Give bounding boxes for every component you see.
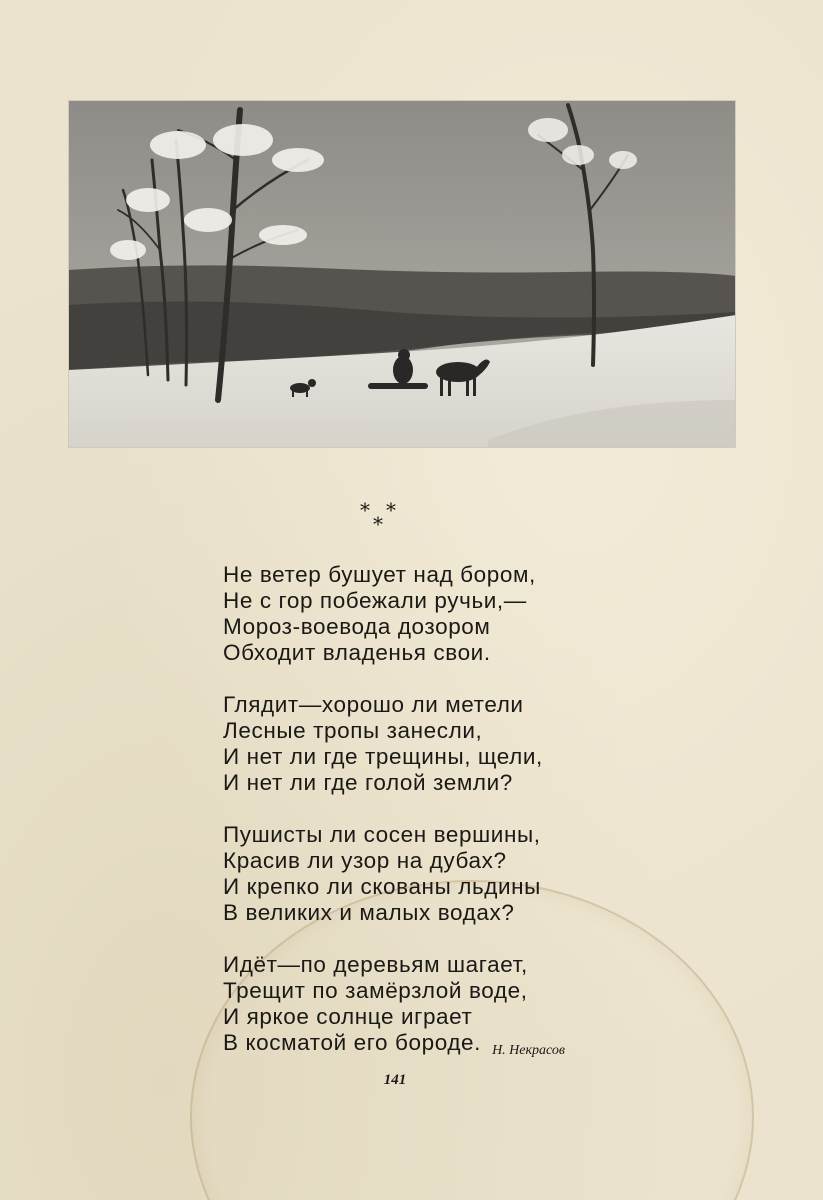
asterisk: *	[373, 512, 383, 536]
poem-line: И яркое солнце играет	[223, 1004, 473, 1029]
poem-line: Глядит—хорошо ли метели	[223, 692, 524, 717]
poem-line: В косматой его бороде.	[223, 1030, 482, 1055]
poem-line: Не с гор побежали ручьи,—	[223, 588, 527, 613]
poem-line: И нет ли где голой земли?	[223, 770, 513, 795]
poem-line: Красив ли узор на дубах?	[223, 848, 507, 873]
asterisk: *	[360, 498, 370, 522]
asterism-separator	[360, 498, 400, 538]
winter-landscape-illustration	[68, 100, 736, 448]
poem-line: Обходит владенья свои.	[223, 640, 491, 665]
poem-line: И крепко ли скованы льдины	[223, 874, 541, 899]
poem-line: Идёт—по деревьям шагает,	[223, 952, 528, 977]
poem-line: И нет ли где трещины, щели,	[223, 744, 543, 769]
poem-line: Трещит по замёрзлой воде,	[223, 978, 528, 1003]
poem-line: Мороз-воевода дозором	[223, 614, 491, 639]
poem-line: Не ветер бушует над бором,	[223, 562, 536, 587]
stanza	[223, 562, 643, 666]
stanza	[223, 952, 643, 1056]
poem-line: Лесные тропы занесли,	[223, 718, 483, 743]
poem-line: Пушисты ли сосен вершины,	[223, 822, 541, 847]
stanza	[223, 692, 643, 796]
poem-line: В великих и малых водах?	[223, 900, 515, 925]
author-signature: Н. Некрасов	[492, 1043, 565, 1058]
stanza	[223, 822, 643, 926]
page-number: 141	[383, 1072, 407, 1088]
asterisk: *	[386, 498, 396, 522]
poem-text	[223, 562, 643, 1082]
